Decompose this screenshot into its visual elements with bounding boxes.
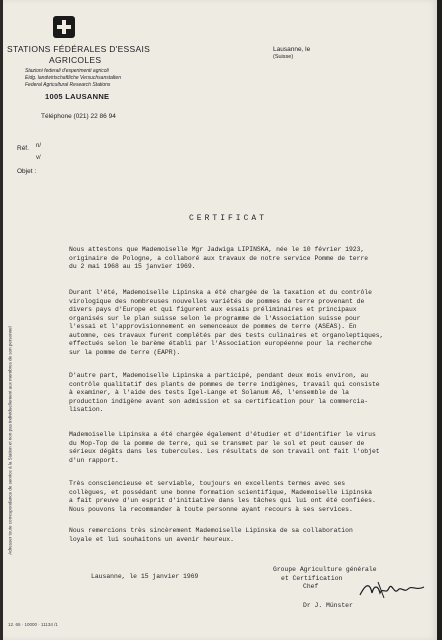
paragraph-recommendation xyxy=(69,480,433,514)
paragraph-mop-top xyxy=(69,431,433,465)
page-edge-shadow xyxy=(437,0,442,640)
org-name-line2: AGRICOLES xyxy=(49,55,102,65)
text-line: d'un rapport. xyxy=(69,456,119,464)
text-line: production indigène avant son admission et sa certification pour la commercia- xyxy=(69,397,369,405)
side-note: Adresser toute correspondance de service à la Station et non pas individuellement aux membres de son personnel xyxy=(7,326,13,555)
text-line: automne, ces travaux furent complétés par des tests culinaires et organoleptiques, xyxy=(69,331,384,339)
ref-our: n/ xyxy=(36,143,42,149)
text-line: collègues, et possédant une bonne formation scientifique, Mademoiselle Lipinska xyxy=(69,488,372,496)
letter-sheet xyxy=(3,0,437,640)
org-city: 1005 LAUSANNE xyxy=(45,92,110,101)
text-line: du 2 mai 1968 au 15 janvier 1969. xyxy=(69,263,196,270)
text-line: du Mop-Top de la pomme de terre, qui se transmet par le sol et peut causer de xyxy=(69,439,365,447)
ref-your: v/ xyxy=(36,155,41,161)
text-line: Mademoiselle Lipinska a été chargée également d'étudier et d'identifier le virus xyxy=(69,431,376,438)
text-line: Nous attestons que Mademoiselle Mgr Jadwiga LIPINSKA, née le 10 février 1923, xyxy=(69,246,365,253)
org-name-line1: STATIONS FÉDÉRALES D'ESSAIS xyxy=(7,44,151,54)
group-name-cont: et Certification xyxy=(281,574,343,582)
text-line: lisation. xyxy=(69,406,104,413)
paragraph-thanks xyxy=(69,527,433,544)
ref-values xyxy=(36,140,41,164)
text-line: Très consciencieuse et serviable, toujours en excellents termes avec ses xyxy=(69,480,346,487)
location-country: (Suisse) xyxy=(273,54,294,60)
text-line: organisés sur le plan suisse selon le programme de l'Association suisse pour xyxy=(69,314,361,322)
text-line: originaire de Pologne, a collaboré aux travaux de notre service Pomme de terre xyxy=(69,254,369,262)
handwritten-signature xyxy=(358,579,426,601)
text-line: virologique des nombreuses nouvelles variétés de pommes de terre provenant de xyxy=(69,297,365,305)
signer-name-block xyxy=(303,602,413,611)
text-line: D'autre part, Mademoiselle Lipinska a participé, pendant deux mois environ, au xyxy=(69,372,369,379)
paragraph-quality-control xyxy=(69,372,433,415)
chef-label: Chef xyxy=(303,583,319,590)
text-line: sérieux dégâts dans les tubercules. Les résultats de son travail ont fait l'objet xyxy=(69,448,380,455)
swiss-cross-icon xyxy=(53,16,75,38)
org-sub-german: Eidg. landwirtschaftliche Versuchsanstalten xyxy=(25,75,121,81)
text-line: effectués selon le barème établi par l'Association européenne pour la recherche xyxy=(69,340,372,347)
text-line: sur la pomme de terre (EAPR). xyxy=(69,348,181,356)
ref-label: Réf. xyxy=(17,145,29,152)
text-line: Nous remercions très sincèrement Mademoiselle Lipinska de sa collaboration xyxy=(69,527,353,534)
group-name: Groupe Agriculture générale xyxy=(273,566,377,573)
text-line: l'essai et l'approvisionnement en semenceaux de pommes de terre (ASEAS). En xyxy=(69,323,357,330)
document-title: CERTIFICAT xyxy=(189,214,268,223)
location-line: Lausanne, le xyxy=(273,46,311,53)
text-line: a fait preuve d'un esprit d'initiative dans les tâches qui lui ont été confiées. xyxy=(69,497,376,504)
paragraph-summer xyxy=(69,289,433,357)
text-line: à examiner, à l'aide des tests Igel-Lange et Solanum A6, l'ensemble de la xyxy=(69,389,349,396)
text-line: divers pays d'Europe et qui figurent aux essais préliminaires et principaux xyxy=(69,306,357,313)
text-line: contrôle qualitatif des plants de pommes de terre indigènes, travail qui consiste xyxy=(69,380,380,388)
footer-code: 12. 65 · 10000 · 11134 /1 xyxy=(8,622,58,627)
text-line: Nous pouvons la recommander à toute personne ayant recours à ses services. xyxy=(69,505,353,513)
text-line: Lausanne, le 15 janvier 1969 xyxy=(91,573,199,580)
org-sub-english: Federal Agricultural Research Stations xyxy=(25,82,111,88)
org-phone: Téléphone (021) 22 86 94 xyxy=(41,113,116,120)
text-line: loyale et lui souhaitons un avenir heureux. xyxy=(69,535,234,543)
signer-name: Dr J. Münster xyxy=(303,602,353,609)
org-sub-italian: Stazioni federali d'esperimenti agricoli xyxy=(25,68,109,74)
objet-label: Objet : xyxy=(17,168,37,175)
text-line: Durant l'été, Mademoiselle Lipinska a été chargée de la taxation et du contrôle xyxy=(69,289,372,296)
paragraph-intro xyxy=(69,246,433,272)
place-date xyxy=(91,573,211,582)
